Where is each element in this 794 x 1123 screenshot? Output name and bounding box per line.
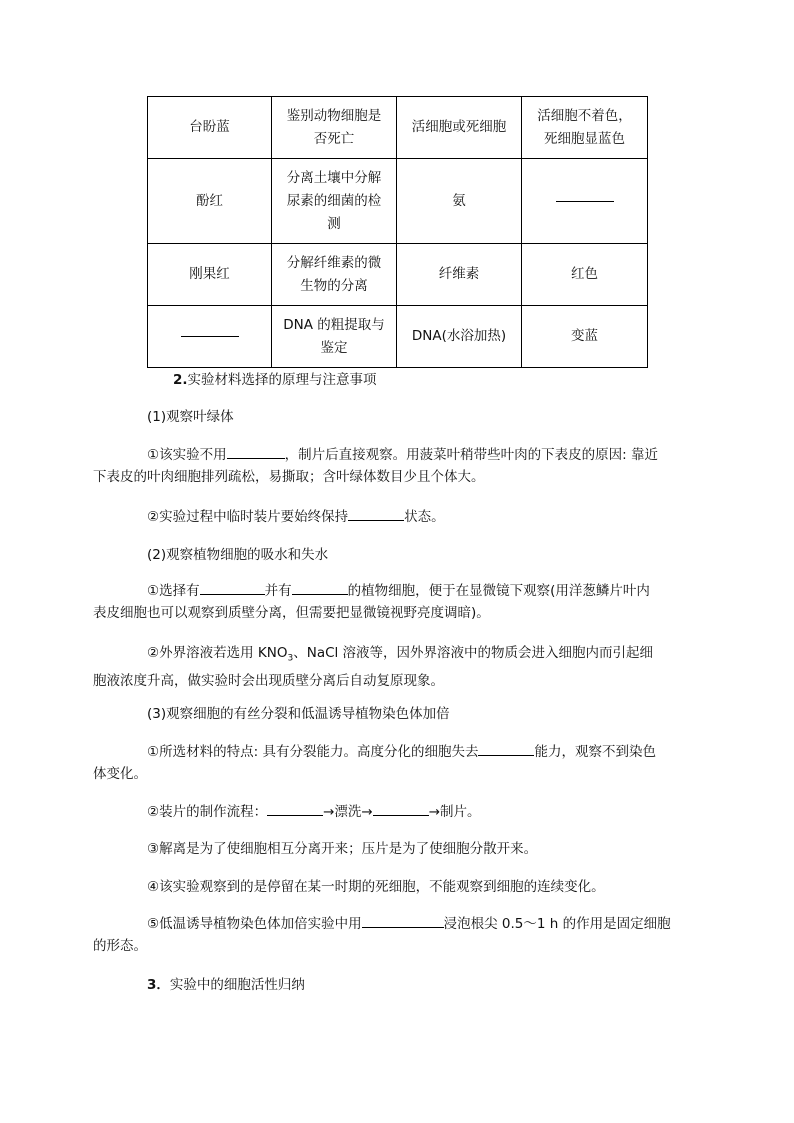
fill-in-blank[interactable] bbox=[556, 200, 614, 202]
table-cell: 分离土壤中分解 尿素的细菌的检 测 bbox=[272, 159, 397, 244]
paragraph: ⑤低温诱导植物染色体加倍实验中用 浸泡根尖 0.5～1 h 的作用是固定细胞 的形态。 bbox=[120, 913, 674, 957]
section-heading-3: 3．实验中的细胞活性归纳 bbox=[147, 977, 305, 993]
subheading-plasmolysis: (2)观察植物细胞的吸水和失水 bbox=[147, 547, 329, 563]
paragraph: ④该实验观察到的是停留在某一时期的死细胞，不能观察到细胞的连续变化。 bbox=[147, 879, 605, 895]
paragraph: ①该实验不用 ，制片后直接观察。用菠菜叶稍带些叶肉的下表皮的原因: 靠近 下表皮的叶肉细胞排列疏松，易撕取；含叶绿体数目少且个体大。 bbox=[120, 444, 674, 488]
table-cell: DNA 的粗提取与 鉴定 bbox=[272, 306, 397, 368]
section-heading-2: 2.实验材料选择的原理与注意事项 bbox=[173, 372, 377, 388]
table-cell: 酚红 bbox=[148, 159, 272, 244]
table-cell: 纤维素 bbox=[397, 244, 522, 306]
stain-table bbox=[147, 96, 648, 368]
table-cell: 台盼蓝 bbox=[148, 97, 272, 159]
table-cell: DNA(水浴加热) bbox=[397, 306, 522, 368]
table-cell: 鉴别动物细胞是 否死亡 bbox=[272, 97, 397, 159]
fill-in-blank[interactable] bbox=[292, 580, 348, 595]
table-row bbox=[148, 97, 648, 159]
subheading-chloroplast: (1)观察叶绿体 bbox=[147, 409, 234, 425]
table-cell: 氨 bbox=[397, 159, 522, 244]
subheading-mitosis: (3)观察细胞的有丝分裂和低温诱导植物染色体加倍 bbox=[147, 706, 450, 722]
paragraph: ②装片的制作流程： →漂洗→ →制片。 bbox=[147, 801, 647, 823]
paragraph: ①选择有 并有 的植物细胞，便于在显微镜下观察(用洋葱鳞片叶内 表皮细胞也可以观察到质壁分离，但需要把显微镜视野亮度调暗)。 bbox=[120, 580, 674, 624]
table-cell: 刚果红 bbox=[148, 244, 272, 306]
table-cell: 变蓝 bbox=[522, 306, 648, 368]
fill-in-blank[interactable] bbox=[478, 741, 534, 756]
table-cell-blank bbox=[148, 306, 272, 368]
table-cell: 红色 bbox=[522, 244, 648, 306]
table-row bbox=[148, 159, 648, 244]
paragraph: ②外界溶液若选用 $KNO_3$、NaCl 溶液等，因外界溶液中的物质会进入细胞内而引起细 胞液浓度升高，做实验时会出现质壁分离后自动复原现象。 bbox=[93, 645, 654, 689]
table-cell-blank bbox=[522, 159, 648, 244]
fill-in-blank[interactable] bbox=[227, 444, 285, 459]
table-row bbox=[148, 306, 648, 368]
paragraph: ①所选材料的特点: 具有分裂能力。高度分化的细胞失去 能力，观察不到染色 体变化。 bbox=[120, 741, 674, 785]
fill-in-blank[interactable] bbox=[181, 335, 239, 337]
paragraph: ②实验过程中临时装片要始终保持 状态。 bbox=[147, 506, 647, 528]
fill-in-blank[interactable] bbox=[267, 801, 323, 816]
table-cell: 活细胞或死细胞 bbox=[397, 97, 522, 159]
paragraph: ③解离是为了使细胞相互分离开来；压片是为了使细胞分散开来。 bbox=[147, 841, 538, 857]
table-row bbox=[148, 244, 648, 306]
fill-in-blank[interactable] bbox=[200, 580, 265, 595]
table-cell: 分解纤维素的微 生物的分离 bbox=[272, 244, 397, 306]
fill-in-blank[interactable] bbox=[373, 801, 429, 816]
fill-in-blank[interactable] bbox=[362, 913, 444, 928]
table-cell: 活细胞不着色， 死细胞显蓝色 bbox=[522, 97, 648, 159]
fill-in-blank[interactable] bbox=[348, 506, 404, 521]
